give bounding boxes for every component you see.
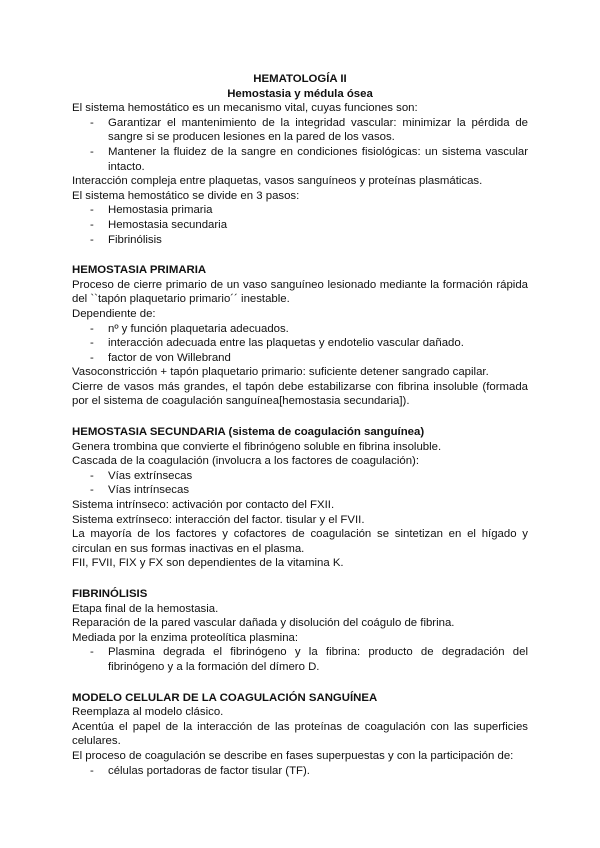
list-item: - nº y función plaquetaria adecuados. xyxy=(108,322,528,337)
dependencies-list xyxy=(72,322,528,366)
participants-list xyxy=(72,764,528,779)
list-item: - Vías extrínsecas xyxy=(108,469,528,484)
list-item: - células portadoras de factor tisular (TF). xyxy=(108,764,528,779)
section-modelo-celular xyxy=(72,691,528,779)
paragraph: Acentúa el papel de la interacción de las proteínas de coagulación con las superficies celulares. xyxy=(72,720,528,748)
paragraph: Sistema intrínseco: activación por contacto del FXII. xyxy=(72,499,335,512)
paragraph: Etapa final de la hemostasia. xyxy=(72,602,219,615)
paragraph: La mayoría de los factores y cofactores de coagulación se sintetizan en el hígado y circulan en sus formas inactivas en el plasma. xyxy=(72,528,528,555)
paragraph: El proceso de coagulación se describe en fases superpuestas y con la participación de: xyxy=(72,749,514,762)
document-title: HEMATOLOGÍA II xyxy=(253,73,347,85)
paragraph: Reparación de la pared vascular dañada y disolución del coágulo de fibrina. xyxy=(72,617,455,630)
intro-paragraph: El sistema hemostático es un mecanismo vital, cuyas funciones son: xyxy=(72,102,418,115)
section-heading: HEMOSTASIA PRIMARIA xyxy=(72,264,207,277)
intro-paragraph: Interacción compleja entre plaquetas, vasos sanguíneos y proteínas plasmáticas. xyxy=(72,175,483,188)
list-item: - Mantener la fluidez de la sangre en condiciones fisiológicas: un sistema vascular intacto. xyxy=(108,145,528,174)
functions-list xyxy=(72,116,528,174)
plasmina-list xyxy=(72,645,528,674)
paragraph: Reemplaza al modelo clásico. xyxy=(72,706,224,719)
section-hemostasia-primaria xyxy=(72,263,528,409)
list-item: - Hemostasia secundaria xyxy=(108,218,528,233)
section-heading: MODELO CELULAR DE LA COAGULACIÓN SANGUÍNEA xyxy=(72,691,378,704)
list-item: - Vías intrínsecas xyxy=(108,483,528,498)
paragraph: Dependiente de: xyxy=(72,307,156,320)
intro-paragraph: El sistema hemostático se divide en 3 pasos: xyxy=(72,189,300,202)
section-heading: HEMOSTASIA SECUNDARIA (sistema de coagulación sanguínea) xyxy=(72,426,425,439)
paragraph: Genera trombina que convierte el fibrinógeno soluble en fibrina insoluble. xyxy=(72,440,442,453)
paragraph: FII, FVII, FIX y FX son dependientes de la vitamina K. xyxy=(72,557,344,570)
section-fibrinolisis xyxy=(72,587,528,675)
list-item: - Hemostasia primaria xyxy=(108,203,528,218)
list-item: - Plasmina degrada el fibrinógeno y la fibrina: producto de degradación del fibrinógeno y a la formación del dímero D. xyxy=(108,645,528,674)
paragraph: Sistema extrínseco: interacción del factor. tisular y el FVII. xyxy=(72,513,365,526)
paragraph: Cascada de la coagulación (involucra a los factores de coagulación): xyxy=(72,455,419,468)
document-subtitle: Hemostasia y médula ósea xyxy=(227,87,373,100)
section-heading: FIBRINÓLISIS xyxy=(72,588,148,600)
steps-list xyxy=(72,203,528,247)
paragraph: Mediada por la enzima proteolítica plasmina: xyxy=(72,631,299,644)
paragraph: Vasoconstricción + tapón plaquetario primario: suficiente detener sangrado capilar. xyxy=(72,366,489,379)
list-item: - Fibrinólisis xyxy=(108,233,528,248)
list-item: - factor de von Willebrand xyxy=(108,351,528,366)
list-item: - Garantizar el mantenimiento de la integridad vascular: minimizar la pérdida de sangre si se producen lesiones en la pared de los vasos. xyxy=(108,116,528,145)
paragraph: Proceso de cierre primario de un vaso sanguíneo lesionado mediante la formación rápida del ``tapón plaquetario primario´´ inestable. xyxy=(72,278,528,306)
list-item: - interacción adecuada entre las plaquetas y endotelio vascular dañado. xyxy=(108,336,528,351)
pathways-list xyxy=(72,469,528,498)
paragraph: Cierre de vasos más grandes, el tapón debe estabilizarse con fibrina insoluble (formada por el sistema de coagulación sanguínea[hemostasia secundaria]). xyxy=(72,380,528,408)
section-hemostasia-secundaria xyxy=(72,425,528,571)
